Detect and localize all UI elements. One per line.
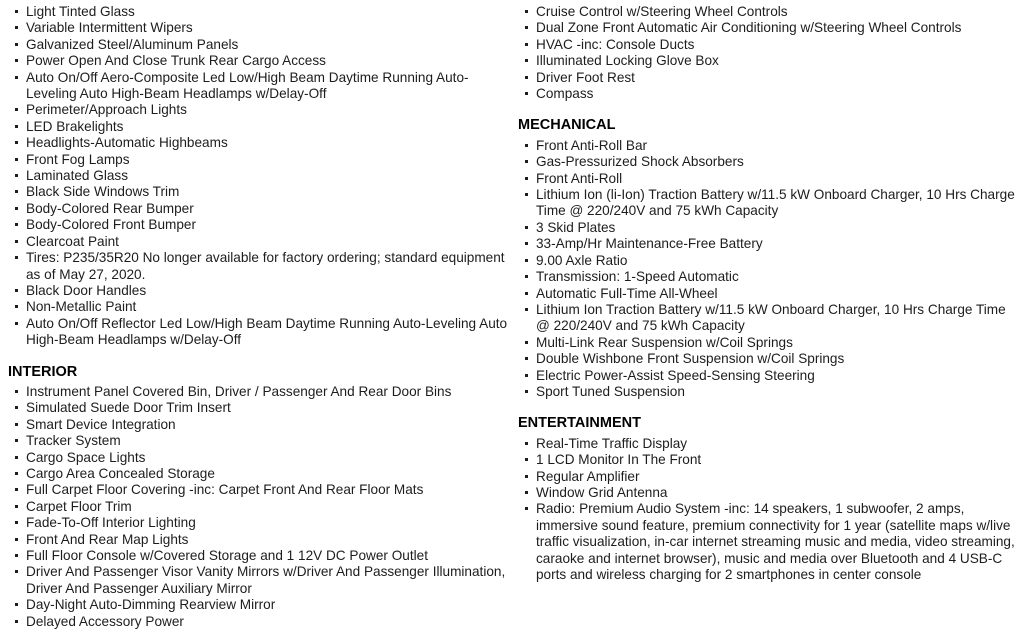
- feature-text: Lithium Ion (li-Ion) Traction Battery w/11.5 kW Onboard Charger, 10 Hrs Charge Time @ 220/240V and 75 kWh Capacity: [536, 187, 1015, 219]
- list-item: [518, 187, 1016, 220]
- bullet-icon: [15, 406, 18, 409]
- feature-text: 1 LCD Monitor In The Front: [536, 452, 702, 468]
- list-item: [8, 482, 516, 498]
- list-item: [8, 234, 516, 250]
- list-item: [8, 466, 516, 482]
- list-item: [8, 417, 516, 433]
- bullet-icon: [15, 174, 18, 177]
- feature-text: Black Door Handles: [26, 282, 147, 298]
- feature-text: Double Wishbone Front Suspension w/Coil Springs: [536, 351, 845, 367]
- list-item: [518, 452, 1016, 468]
- list-item: [518, 469, 1016, 485]
- bullet-icon: [15, 488, 18, 491]
- feature-text: Day-Night Auto-Dimming Rearview Mirror: [26, 597, 276, 613]
- list-item: [8, 597, 516, 613]
- list-item: [8, 168, 516, 184]
- feature-text: Window Grid Antenna: [536, 484, 668, 500]
- list-item: [8, 299, 516, 315]
- feature-text: Black Side Windows Trim: [26, 184, 180, 200]
- feature-text: Tires: P235/35R20 No longer available for factory ordering; standard equipment as of May 27, 2020.: [26, 250, 505, 282]
- list-item: [518, 70, 1016, 86]
- feature-text: Body-Colored Front Bumper: [26, 217, 196, 233]
- feature-text: Automatic Full-Time All-Wheel: [536, 285, 718, 301]
- bullet-icon: [525, 242, 528, 245]
- feature-text: 3 Skid Plates: [536, 219, 616, 235]
- feature-text: Compass: [536, 86, 594, 102]
- bullet-icon: [15, 390, 18, 393]
- bullet-icon: [15, 59, 18, 62]
- bullet-icon: [525, 160, 528, 163]
- bullet-icon: [15, 125, 18, 128]
- feature-text: Transmission: 1-Speed Automatic: [536, 269, 739, 285]
- feature-text: Dual Zone Front Automatic Air Conditioning w/Steering Wheel Controls: [536, 20, 962, 36]
- list-item: [518, 335, 1016, 351]
- list-item: [8, 532, 516, 548]
- feature-list: [518, 4, 1016, 102]
- bullet-icon: [525, 92, 528, 95]
- bullet-icon: [15, 256, 18, 259]
- bullet-icon: [15, 26, 18, 29]
- bullet-icon: [15, 240, 18, 243]
- list-item: [518, 368, 1016, 384]
- list-item: [8, 102, 516, 118]
- list-item: [518, 286, 1016, 302]
- bullet-icon: [525, 507, 528, 510]
- feature-text: Headlights-Automatic Highbeams: [26, 135, 228, 151]
- list-item: [518, 53, 1016, 69]
- feature-text: Light Tinted Glass: [26, 4, 135, 19]
- feature-text: Tracker System: [26, 433, 121, 449]
- list-item: [8, 400, 516, 416]
- bullet-icon: [15, 521, 18, 524]
- bullet-icon: [15, 472, 18, 475]
- list-item: [8, 316, 516, 349]
- feature-text: Multi-Link Rear Suspension w/Coil Springs: [536, 334, 793, 350]
- feature-text: Real-Time Traffic Display: [536, 435, 688, 451]
- list-item: [8, 20, 516, 36]
- feature-text: Sport Tuned Suspension: [536, 383, 685, 399]
- bullet-icon: [15, 43, 18, 46]
- list-item: [8, 548, 516, 564]
- bullet-icon: [525, 357, 528, 360]
- list-item: [8, 4, 516, 20]
- list-item: [8, 450, 516, 466]
- list-item: [518, 138, 1016, 154]
- feature-text: Auto On/Off Reflector Led Low/High Beam Daytime Running Auto-Leveling Auto High-Beam Headlamps w/Delay-Off: [26, 315, 508, 348]
- list-item: [518, 236, 1016, 252]
- list-item: [8, 217, 516, 233]
- list-item: [8, 201, 516, 217]
- section-heading: INTERIOR: [8, 363, 78, 380]
- bullet-icon: [525, 10, 528, 13]
- feature-text: Instrument Panel Covered Bin, Driver / Passenger And Rear Door Bins: [26, 383, 452, 399]
- list-item: [518, 302, 1016, 335]
- list-item: [518, 436, 1016, 452]
- bullet-icon: [525, 374, 528, 377]
- feature-text: Non-Metallic Paint: [26, 299, 137, 315]
- bullet-icon: [15, 190, 18, 193]
- bullet-icon: [525, 193, 528, 196]
- bullet-icon: [525, 259, 528, 262]
- feature-text: Power Open And Close Trunk Rear Cargo Access: [26, 53, 326, 69]
- bullet-icon: [15, 158, 18, 161]
- list-item: [8, 53, 516, 69]
- list-item: [8, 135, 516, 151]
- feature-text: HVAC -inc: Console Ducts: [536, 36, 695, 52]
- list-item: [518, 20, 1016, 36]
- bullet-icon: [525, 475, 528, 478]
- feature-list: [8, 384, 516, 630]
- bullet-icon: [15, 439, 18, 442]
- bullet-icon: [525, 442, 528, 445]
- feature-text: Cargo Space Lights: [26, 449, 146, 465]
- list-item: [518, 86, 1016, 102]
- bullet-icon: [15, 207, 18, 210]
- list-item: [518, 171, 1016, 187]
- bullet-icon: [15, 305, 18, 308]
- bullet-icon: [15, 538, 18, 541]
- list-item: [518, 4, 1016, 20]
- bullet-icon: [15, 108, 18, 111]
- list-item: [518, 269, 1016, 285]
- list-item: [8, 515, 516, 531]
- list-item: [8, 119, 516, 135]
- feature-text: Driver And Passenger Visor Vanity Mirrors w/Driver And Passenger Illumination, Driver And Passenger Auxiliary Mirror: [26, 564, 506, 596]
- right-column: [516, 4, 1016, 643]
- feature-text: Radio: Premium Audio System -inc: 14 speakers, 1 subwoofer, 2 amps, immersive sound feature, premium connectivity for 1 year (satellite maps w/live traffic visualization, in-car internet streaming music and media, video streaming, caraoke and internet browser), music and media over Bluetooth and 4 USB-C ports and wireless charging for 2 smartphones in center console: [536, 501, 1015, 582]
- feature-text: Perimeter/Approach Lights: [26, 102, 187, 118]
- feature-text: Front Fog Lamps: [26, 151, 130, 167]
- feature-text: Electric Power-Assist Speed-Sensing Steering: [536, 367, 815, 383]
- list-item: [518, 37, 1016, 53]
- list-item: [8, 283, 516, 299]
- list-item: [518, 154, 1016, 170]
- feature-text: LED Brakelights: [26, 118, 124, 134]
- list-item: [8, 384, 516, 400]
- bullet-icon: [525, 177, 528, 180]
- feature-text: Delayed Accessory Power: [26, 613, 184, 629]
- bullet-icon: [525, 491, 528, 494]
- feature-text: Fade-To-Off Interior Lighting: [26, 515, 196, 531]
- bullet-icon: [15, 456, 18, 459]
- bullet-icon: [15, 505, 18, 508]
- bullet-icon: [525, 308, 528, 311]
- feature-text: Galvanized Steel/Aluminum Panels: [26, 36, 239, 52]
- bullet-icon: [525, 390, 528, 393]
- bullet-icon: [525, 458, 528, 461]
- bullet-icon: [15, 603, 18, 606]
- bullet-icon: [15, 423, 18, 426]
- bullet-icon: [15, 570, 18, 573]
- list-item: [8, 250, 516, 283]
- section-heading: ENTERTAINMENT: [518, 415, 641, 432]
- bullet-icon: [15, 10, 18, 13]
- feature-text: 9.00 Axle Ratio: [536, 252, 628, 268]
- feature-text: Front And Rear Map Lights: [26, 531, 189, 547]
- list-item: [518, 253, 1016, 269]
- feature-text: Body-Colored Rear Bumper: [26, 200, 194, 216]
- feature-text: Gas-Pressurized Shock Absorbers: [536, 154, 744, 170]
- feature-text: Full Floor Console w/Covered Storage and 1 12V DC Power Outlet: [26, 548, 428, 563]
- list-item: [8, 184, 516, 200]
- feature-text: Cargo Area Concealed Storage: [26, 465, 215, 481]
- bullet-icon: [525, 275, 528, 278]
- feature-text: Driver Foot Rest: [536, 69, 635, 85]
- bullet-icon: [525, 43, 528, 46]
- feature-text: Variable Intermittent Wipers: [26, 20, 193, 36]
- list-item: [8, 433, 516, 449]
- bullet-icon: [15, 223, 18, 226]
- bullet-icon: [15, 289, 18, 292]
- feature-text: 33-Amp/Hr Maintenance-Free Battery: [536, 236, 763, 252]
- bullet-icon: [15, 322, 18, 325]
- bullet-icon: [525, 226, 528, 229]
- list-item: [518, 485, 1016, 501]
- feature-text: Laminated Glass: [26, 168, 129, 184]
- feature-text: Full Carpet Floor Covering -inc: Carpet Front And Rear Floor Mats: [26, 482, 424, 498]
- bullet-icon: [15, 620, 18, 623]
- feature-text: Simulated Suede Door Trim Insert: [26, 400, 231, 416]
- feature-text: Cruise Control w/Steering Wheel Controls: [536, 4, 788, 19]
- bullet-icon: [525, 292, 528, 295]
- feature-text: Lithium Ion Traction Battery w/11.5 kW Onboard Charger, 10 Hrs Charge Time @ 220/240V and 75 kWh Capacity: [536, 301, 1006, 334]
- feature-text: Regular Amplifier: [536, 468, 640, 484]
- list-item: [8, 70, 516, 103]
- bullet-icon: [525, 144, 528, 147]
- feature-text: Illuminated Locking Glove Box: [536, 53, 719, 69]
- list-item: [518, 384, 1016, 400]
- bullet-icon: [525, 59, 528, 62]
- list-item: [8, 614, 516, 630]
- bullet-icon: [525, 26, 528, 29]
- list-item: [8, 499, 516, 515]
- bullet-icon: [15, 76, 18, 79]
- feature-text: Front Anti-Roll Bar: [536, 137, 648, 153]
- bullet-icon: [525, 76, 528, 79]
- feature-list: [8, 4, 516, 349]
- list-item: [518, 501, 1016, 583]
- list-item: [8, 37, 516, 53]
- feature-text: Auto On/Off Aero-Composite Led Low/High Beam Daytime Running Auto-Leveling Auto High-Beam Headlamps w/Delay-Off: [26, 69, 469, 102]
- feature-text: Clearcoat Paint: [26, 233, 119, 249]
- left-column: [8, 4, 516, 643]
- section-heading: MECHANICAL: [518, 117, 616, 134]
- list-item: [518, 220, 1016, 236]
- feature-text: Front Anti-Roll: [536, 170, 623, 186]
- list-item: [518, 351, 1016, 367]
- feature-text: Carpet Floor Trim: [26, 498, 132, 514]
- feature-list: [518, 436, 1016, 584]
- list-item: [8, 152, 516, 168]
- bullet-icon: [15, 554, 18, 557]
- bullet-icon: [525, 341, 528, 344]
- list-item: [8, 564, 516, 597]
- bullet-icon: [15, 141, 18, 144]
- feature-text: Smart Device Integration: [26, 416, 176, 432]
- feature-list: [518, 138, 1016, 401]
